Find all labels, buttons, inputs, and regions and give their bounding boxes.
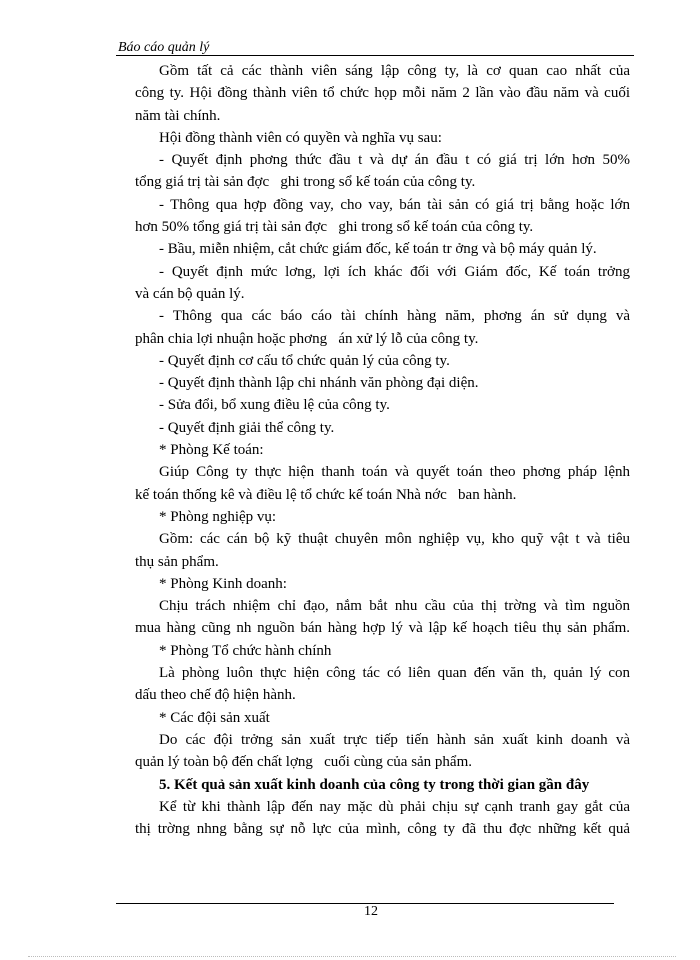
text-line: năm tài chính. (135, 107, 221, 124)
text-line: - Thông qua hợp đồng vay, cho vay, bán tài sản có giá trị bằng hoặc lớn (159, 196, 630, 213)
text-line: - Thông qua các báo cáo tài chính hàng năm, phơng án sử dụng và (159, 308, 630, 325)
text-line: Gồm tất cả các thành viên sáng lập công ty, là cơ quan cao nhất của (159, 63, 630, 79)
text-line: Do các đội trởng sản xuất trực tiếp tiến hành sản xuất kinh doanh và (159, 731, 630, 748)
text-line: Chịu trách nhiệm chỉ đạo, nắm bắt nhu cầu của thị trờng và tìm nguồn (159, 598, 630, 615)
text-line: Kể từ khi thành lập đến nay mặc dù phải chịu sự cạnh tranh gay gắt của (159, 798, 630, 815)
text-line: - Quyết định thành lập chi nhánh văn phòng đại diện. (159, 375, 479, 392)
text-line: - Bầu, miễn nhiệm, cắt chức giám đốc, kế toán tr ởng và bộ máy quản lý. (159, 241, 597, 258)
text-line: quản lý toàn bộ đến chất lợng cuối cùng của sản phẩm. (135, 754, 473, 771)
text-line: Gồm: các cán bộ kỹ thuật chuyên môn nghiệp vụ, kho quỹ vật t và tiêu (159, 531, 630, 548)
text-line: Là phòng luôn thực hiện công tác có liên quan đến văn th, quản lý con (159, 665, 630, 682)
text-line: kế toán thống kê và điều lệ tổ chức kế toán Nhà nớc ban hành. (135, 486, 517, 503)
text-line: - Sửa đổi, bổ xung điều lệ của công ty. (159, 397, 390, 414)
header-title: Báo cáo quản lý (118, 40, 210, 55)
text-line: công ty. Hội đồng thành viên tổ chức họp mỗi năm 2 lần vào đầu năm và cuối (135, 85, 630, 102)
text-line: - Quyết định giải thể công ty. (159, 419, 335, 436)
text-line: * Phòng Tổ chức hành chính (159, 642, 332, 659)
text-line: 5. Kết quả sản xuất kinh doanh của công ty trong thời gian gần đây (159, 776, 590, 793)
text-line: mua hàng cũng nh nguồn bán hàng hợp lý và lập kế hoạch tiêu thụ sản phẩm. (135, 620, 630, 637)
body-text (135, 60, 630, 840)
text-line: Hội đồng thành viên có quyền và nghĩa vụ sau: (159, 129, 442, 146)
text-line: - Quyết định cơ cấu tổ chức quản lý của công ty. (159, 352, 450, 369)
text-line: dấu theo chế độ hiện hành. (135, 687, 296, 704)
page-bottom-divider (28, 956, 676, 957)
text-line: thụ sản phẩm. (135, 553, 219, 570)
text-line: Giúp Công ty thực hiện thanh toán và quyết toán theo phơng pháp lệnh (159, 464, 630, 481)
header-rule (116, 55, 634, 56)
page-number: 12 (364, 904, 378, 919)
text-line: * Phòng nghiệp vụ: (159, 508, 277, 525)
text-line: - Quyết định phơng thức đầu t và dự án đầu t có giá trị lớn hơn 50% (159, 152, 630, 169)
text-line: * Phòng Kinh doanh: (159, 575, 287, 592)
text-line: - Quyết định mức lơng, lợi ích khác đối với Giám đốc, Kế toán trởng (159, 263, 630, 280)
text-line: phân chia lợi nhuận hoặc phơng án xử lý lỗ của công ty. (135, 330, 479, 347)
text-line: tổng giá trị tài sản đợc ghi trong sổ kế toán của công ty. (135, 174, 476, 191)
text-line: * Các đội sản xuất (159, 709, 270, 726)
text-line: hơn 50% tổng giá trị tài sản đợc ghi trong sổ kế toán của công ty. (135, 219, 534, 236)
text-line: * Phòng Kế toán: (159, 442, 264, 459)
text-line: và cán bộ quản lý. (135, 285, 245, 302)
text-line: thị trờng nhng bằng sự nỗ lực của mình, công ty đã thu đợc những kết quả (135, 821, 630, 838)
